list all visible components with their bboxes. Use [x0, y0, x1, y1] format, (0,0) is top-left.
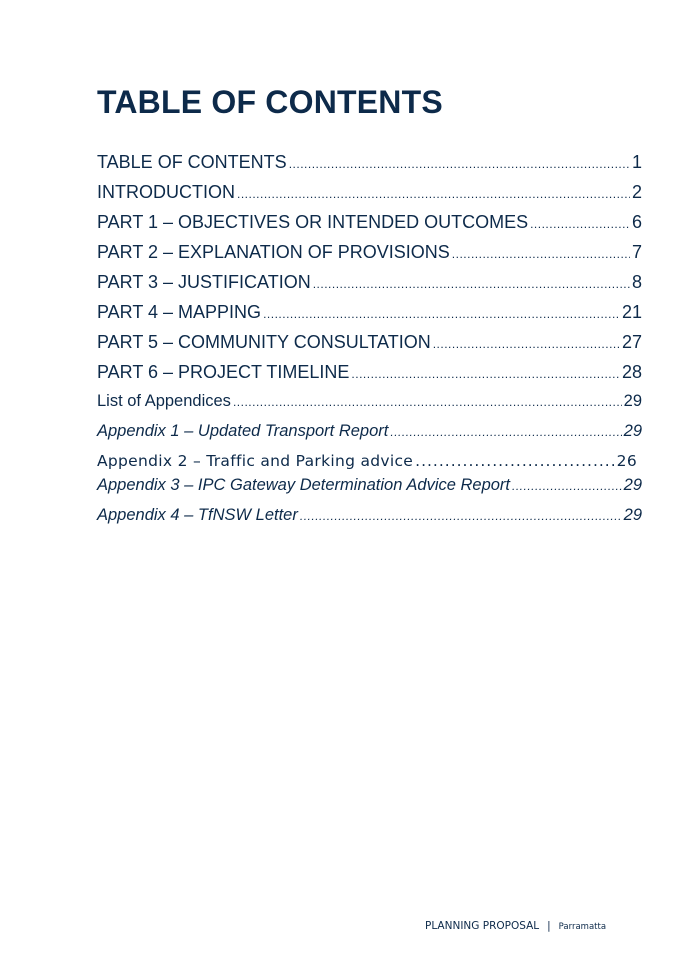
- toc-entry[interactable]: [97, 452, 637, 476]
- toc-page-number: 26: [616, 452, 637, 470]
- toc-page-number: 29: [623, 392, 642, 410]
- toc-entry-label: Appendix 1 – Updated Transport Report: [97, 422, 389, 440]
- dot-leader: [263, 307, 620, 321]
- dot-leader: [415, 452, 615, 470]
- toc-entry-label: PART 4 – MAPPING: [97, 302, 262, 322]
- toc-page-number: 2: [631, 182, 642, 202]
- dot-leader: [233, 395, 622, 409]
- page-title: TABLE OF CONTENTS: [97, 84, 443, 120]
- toc-entry-label: List of Appendices: [97, 392, 231, 410]
- toc-page-number: 29: [623, 506, 642, 524]
- dot-leader: [390, 425, 621, 439]
- toc-page-number: 6: [631, 212, 642, 232]
- toc-entry[interactable]: [97, 272, 642, 302]
- toc-page-number: 8: [631, 272, 642, 292]
- toc-entry-label: Appendix 4 – TfNSW Letter: [97, 506, 298, 524]
- toc-entry-label: PART 3 – JUSTIFICATION: [97, 272, 311, 292]
- table-of-contents: [97, 152, 642, 536]
- footer-separator: |: [547, 920, 551, 932]
- dot-leader: [512, 479, 622, 493]
- dot-leader: [237, 187, 630, 201]
- dot-leader: [351, 367, 620, 381]
- toc-entry[interactable]: [97, 392, 642, 422]
- toc-entry-label: INTRODUCTION: [97, 182, 235, 202]
- toc-entry-label: PART 6 – PROJECT TIMELINE: [97, 362, 350, 382]
- toc-page-number: 28: [621, 362, 642, 382]
- toc-page-number: 29: [623, 422, 642, 440]
- toc-entry[interactable]: [97, 302, 642, 332]
- footer-location: Parramatta: [558, 922, 607, 932]
- toc-entry-label: Appendix 2 – Traffic and Parking advice: [97, 452, 414, 470]
- dot-leader: [452, 247, 630, 261]
- toc-page-number: 1: [631, 152, 642, 172]
- dot-leader: [313, 277, 630, 291]
- toc-entry-label: PART 5 – COMMUNITY CONSULTATION: [97, 332, 431, 352]
- toc-page-number: 7: [631, 242, 642, 262]
- toc-entry-label: PART 2 – EXPLANATION OF PROVISIONS: [97, 242, 450, 262]
- dot-leader: [530, 217, 630, 231]
- toc-page-number: 21: [621, 302, 642, 322]
- page-footer: [425, 920, 606, 932]
- toc-entry[interactable]: [97, 476, 642, 506]
- toc-entry[interactable]: [97, 332, 642, 362]
- toc-entry-label: Appendix 3 – IPC Gateway Determination Advice Report: [97, 476, 511, 494]
- dot-leader: [433, 337, 620, 351]
- toc-page-number: 29: [623, 476, 642, 494]
- toc-entry-label: PART 1 – OBJECTIVES OR INTENDED OUTCOMES: [97, 212, 529, 232]
- footer-document-name: PLANNING PROPOSAL: [425, 920, 540, 932]
- toc-entry[interactable]: [97, 422, 642, 452]
- toc-entry[interactable]: [97, 362, 642, 392]
- dot-leader: [300, 509, 622, 523]
- toc-entry[interactable]: [97, 182, 642, 212]
- toc-entry-label: TABLE OF CONTENTS: [97, 152, 287, 172]
- toc-entry[interactable]: [97, 152, 642, 182]
- toc-page-number: 27: [621, 332, 642, 352]
- dot-leader: [289, 157, 630, 171]
- toc-entry[interactable]: [97, 506, 642, 536]
- toc-entry[interactable]: [97, 242, 642, 272]
- toc-entry[interactable]: [97, 212, 642, 242]
